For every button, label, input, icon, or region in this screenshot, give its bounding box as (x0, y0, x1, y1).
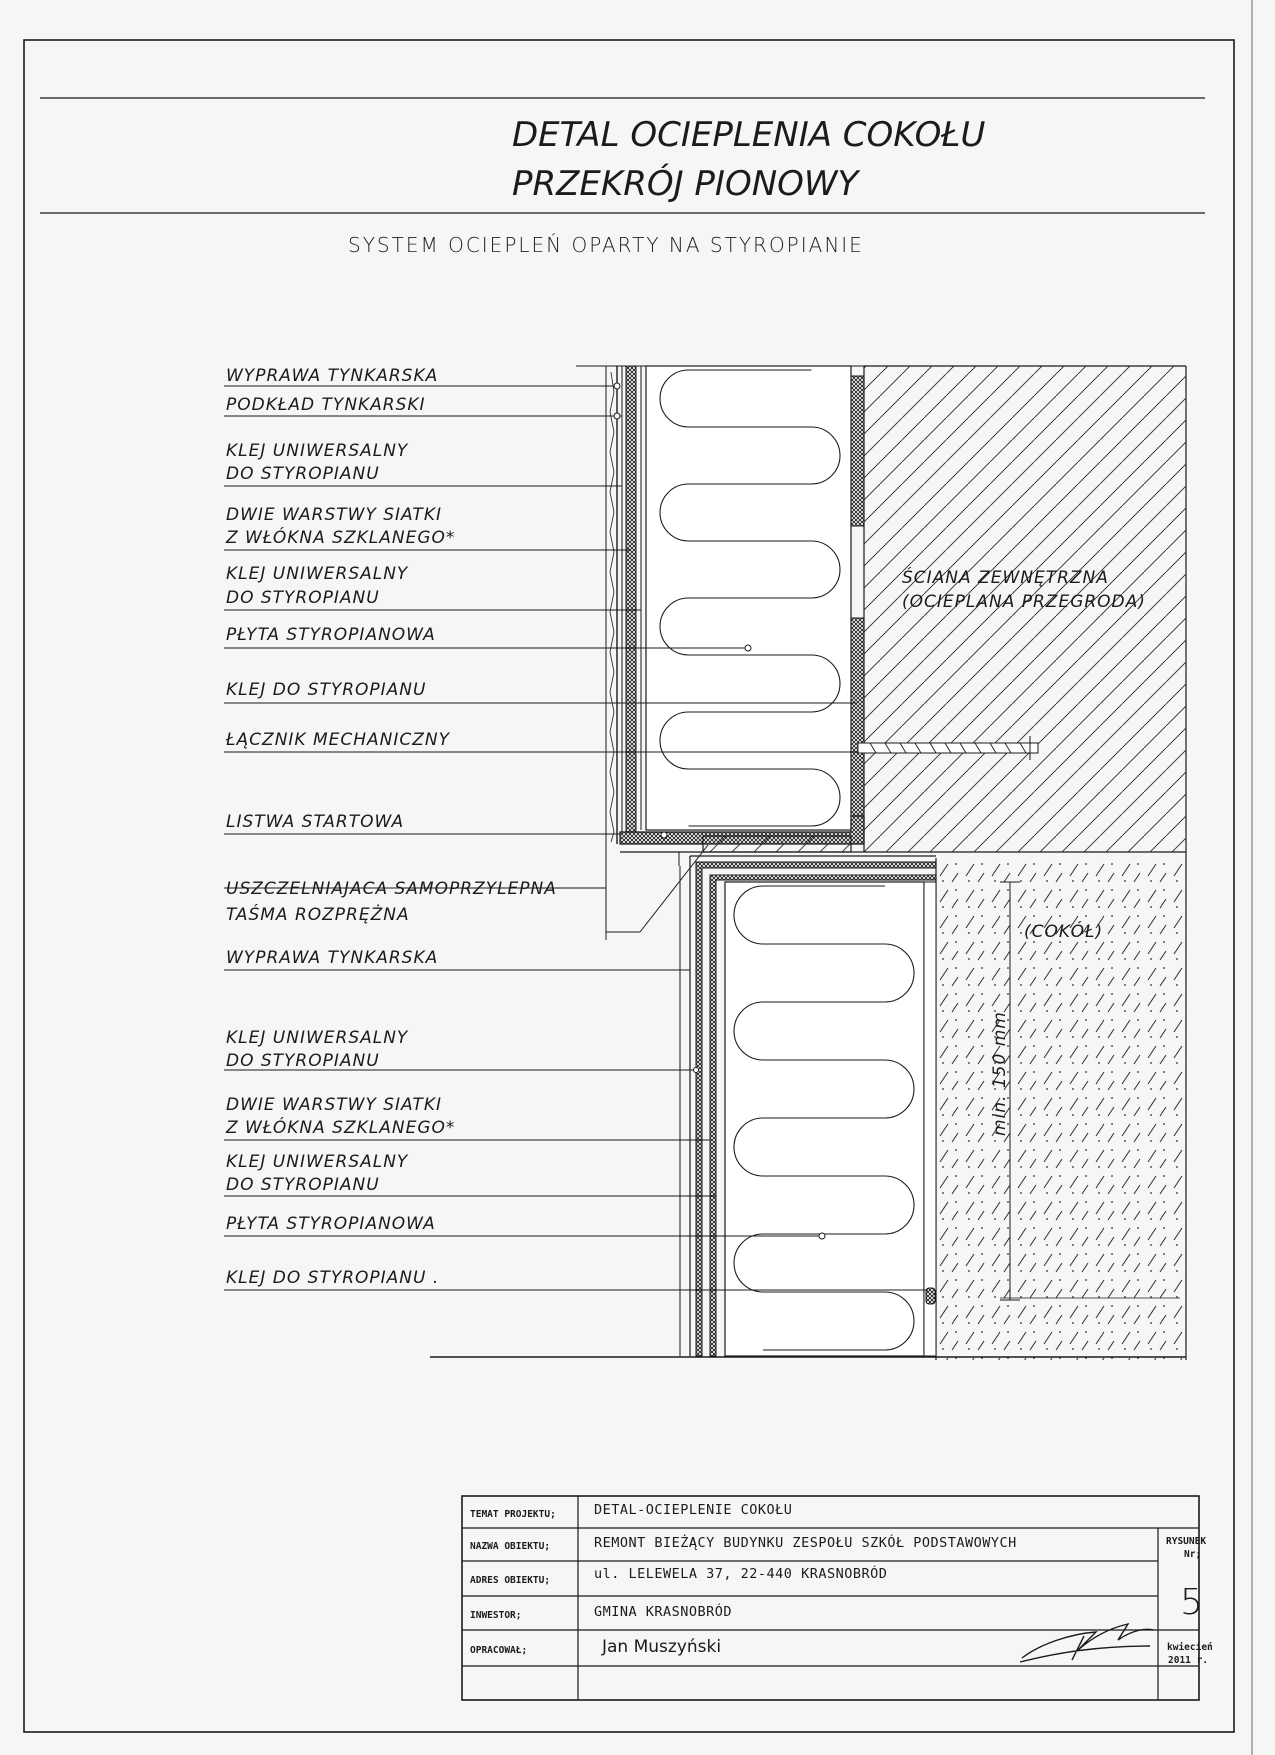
tb-key-project: TEMAT PROJEKTU; (470, 1509, 556, 1520)
tb-sheet-label: RYSUNEK (1166, 1536, 1207, 1547)
tb-address-value: ul. LELEWELA 37, 22-440 KRASNOBRÓD (594, 1566, 888, 1582)
wall-label-1: ŚCIANA ZEWNĘTRZNA (902, 568, 1109, 588)
label-polystyrene-board: PŁYTA STYROPIANOWA (226, 625, 436, 645)
label-universal-adhesive-2: DO STYROPIANU (226, 588, 380, 608)
label-fiberglass-mesh: DWIE WARSTWY SIATKI (226, 1095, 442, 1115)
label-universal-adhesive-2: DO STYROPIANU (226, 1175, 380, 1195)
label-render-finish: WYPRAWA TYNKARSKA (226, 948, 439, 968)
tb-author-value: Jan Muszyński (602, 1637, 722, 1657)
label-universal-adhesive: KLEJ UNIWERSALNY (226, 441, 409, 461)
label-fiberglass-mesh-2: Z WŁÓKNA SZKLANEGO* (226, 1118, 456, 1138)
label-sealing-tape: USZCZELNIAJACA SAMOPRZYLEPNA (226, 879, 557, 899)
render-texture (610, 372, 614, 842)
label-render-base: PODKŁAD TYNKARSKI (226, 395, 426, 415)
label-polystyrene-board: PŁYTA STYROPIANOWA (226, 1214, 436, 1234)
tb-key-investor: INWESTOR; (470, 1610, 522, 1621)
label-mechanical-fastener: ŁĄCZNIK MECHANICZNY (226, 730, 451, 750)
drawing-title-2: PRZEKRÓJ PIONOWY (512, 164, 859, 204)
dimension-label: min. 150 mm (990, 1011, 1010, 1136)
label-universal-adhesive: KLEJ UNIWERSALNY (226, 564, 409, 584)
drawing-title-1: DETAL OCIEPLENIA COKOŁU (512, 115, 986, 155)
title-block (462, 1496, 1213, 1700)
label-board-adhesive: KLEJ DO STYROPIANU . (226, 1268, 440, 1288)
label-universal-adhesive: KLEJ UNIWERSALNY (226, 1152, 409, 1172)
adhesive-dab (851, 618, 864, 824)
tb-project-value: DETAL-OCIEPLENIE COKOŁU (594, 1502, 793, 1518)
tb-object-value: REMONT BIEŻĄCY BUDYNKU ZESPOŁU SZKÓŁ PODSTAWOWYCH (594, 1535, 1017, 1551)
label-universal-adhesive-2: DO STYROPIANU (226, 1051, 380, 1071)
tb-date-year: 2011 r. (1168, 1655, 1209, 1666)
expansion-tape (703, 836, 851, 852)
label-universal-adhesive: KLEJ UNIWERSALNY (226, 1028, 409, 1048)
tb-key-author: OPRACOWAŁ; (470, 1645, 528, 1656)
adhesive-dab (851, 376, 864, 526)
drawing-subtitle: SYSTEM OCIEPLEŃ OPARTY NA STYROPIANIE (348, 233, 864, 257)
label-fiberglass-mesh: DWIE WARSTWY SIATKI (226, 505, 442, 525)
wall-label-2: (OCIEPLANA PRZEGRODA) (902, 592, 1146, 612)
label-board-adhesive: KLEJ DO STYROPIANU (226, 680, 427, 700)
tb-sheet-label-2: Nr; (1184, 1549, 1202, 1560)
tb-key-object: NAZWA OBIEKTU; (470, 1541, 551, 1552)
label-render-finish: WYPRAWA TYNKARSKA (226, 366, 439, 386)
label-sealing-tape-2: TAŚMA ROZPRĘŻNA (226, 905, 410, 925)
labels-lower (225, 1028, 455, 1288)
tb-investor-value: GMINA KRASNOBRÓD (594, 1604, 733, 1620)
label-universal-adhesive-2: DO STYROPIANU (226, 464, 380, 484)
plinth-label: (COKÓŁ) (1024, 922, 1104, 942)
tb-sheet-number: 5 (1180, 1582, 1203, 1623)
tb-key-address: ADRES OBIEKTU; (470, 1575, 551, 1586)
labels-upper (225, 366, 557, 968)
label-fiberglass-mesh-2: Z WŁÓKNA SZKLANEGO* (226, 528, 456, 548)
label-starter-strip: LISTWA STARTOWA (226, 812, 405, 832)
reinforcing-mesh-layer (626, 366, 636, 844)
tb-date-month: kwiecień (1167, 1642, 1213, 1653)
